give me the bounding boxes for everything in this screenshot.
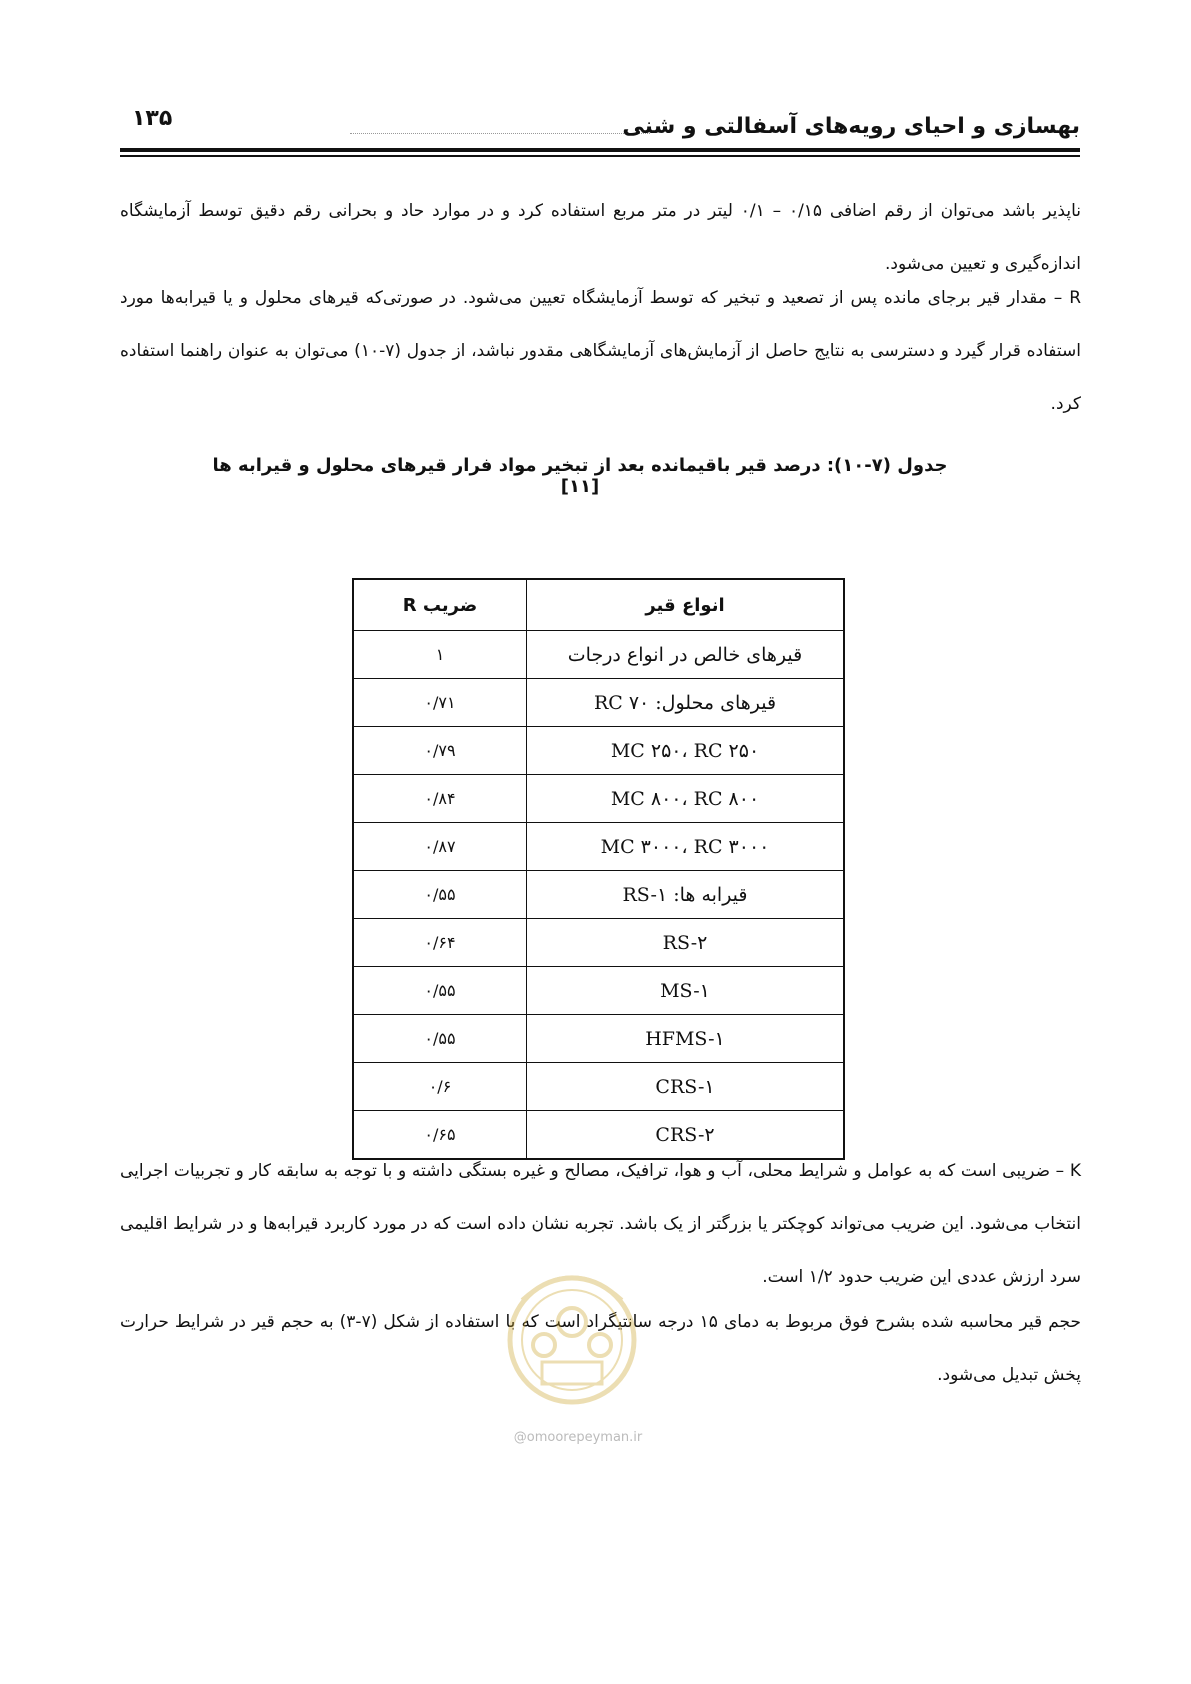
table-header-row (353, 579, 844, 631)
cell-r: ۱ (353, 631, 527, 679)
cell-r: ۰/۵۵ (353, 967, 527, 1015)
bitumen-coefficient-table (352, 578, 845, 1160)
table-row (353, 823, 844, 871)
cell-type: CRS-۱ (527, 1063, 845, 1111)
paragraph-1: ناپذیر باشد می‌توان از رقم اضافی ۰/۱۵ – ۰/۱ لیتر در متر مربع استفاده کرد و در موارد حاد و بحرانی رقم دقیق توسط آزمایشگاه اندازه‌گیری و تعیین می‌شود. (120, 201, 1081, 274)
table-caption: جدول (۷-۱۰): درصد قیر باقیمانده بعد از تبخیر مواد فرار قیرهای محلول و قیرابه ها [۱۱] (212, 455, 948, 497)
cell-r: ۰/۸۴ (353, 775, 527, 823)
cell-r: ۰/۶۵ (353, 1111, 527, 1160)
cell-r: ۰/۶۴ (353, 919, 527, 967)
table-row (353, 919, 844, 967)
table-row (353, 679, 844, 727)
column-header-r: ضریب R (353, 579, 527, 631)
header-rule-thin (120, 155, 1080, 157)
table-row (353, 727, 844, 775)
table-row (353, 775, 844, 823)
watermark-url: @omoorepeyman.ir (513, 1430, 643, 1445)
watermark-seal-icon (502, 1260, 642, 1410)
cell-type: MC ۳۰۰۰، RC ۳۰۰۰ (527, 823, 845, 871)
table-row (353, 1063, 844, 1111)
cell-type: MC ۲۵۰، RC ۲۵۰ (527, 727, 845, 775)
table-row (353, 871, 844, 919)
cell-r: ۰/۶ (353, 1063, 527, 1111)
cell-r: ۰/۵۵ (353, 871, 527, 919)
header-rule-thick (120, 148, 1080, 152)
cell-type: قیرابه ها: RS-۱ (527, 871, 845, 919)
paragraph-r-definition: R – مقدار قیر برجای مانده پس از تصعید و تبخیر که توسط آزمایشگاه تعیین می‌شود. در صورتی‌که قیرهای محلول و یا قیرابه‌ها مورد استفاده قرار گیرد و دسترسی به نتایج حاصل از آزمایش‌های آزمایشگاهی مقدور نباشد، از جدول (۷-۱۰) می‌توان به عنوان راهنما استفاده کرد. (120, 288, 1082, 414)
cell-type: MC ۸۰۰، RC ۸۰۰ (527, 775, 845, 823)
column-header-type: انواع قیر (527, 579, 845, 631)
cell-r: ۰/۷۹ (353, 727, 527, 775)
book-title: بهسازی و احیای رویه‌های آسفالتی و شنی (622, 114, 1080, 139)
paragraph-volume: حجم قیر محاسبه شده بشرح فوق مربوط به دمای ۱۵ درجه سانتیگراد است که با استفاده از شکل (۷-۳) به حجم قیر در شرایط حرارت پخش تبدیل می‌شود. (120, 1312, 1082, 1385)
paragraph-k-definition: K – ضریبی است که به عوامل و شرایط محلی، آب و هوا، ترافیک، مصالح و غیره بستگی داشته و با توجه به سابقه کار و تجربیات اجرایی انتخاب می‌شود. این ضریب می‌تواند کوچکتر یا بزرگتر از یک باشد. تجربه نشان داده است که در مورد کاربرد قیرابه‌ها و در شرایط اقلیمی سرد ارزش عددی این ضریب حدود ۱/۲ است. (120, 1161, 1081, 1287)
table-row (353, 967, 844, 1015)
cell-type: قیرهای محلول: RC ۷۰ (527, 679, 845, 727)
table-row (353, 631, 844, 679)
cell-r: ۰/۵۵ (353, 1015, 527, 1063)
cell-type: RS-۲ (527, 919, 845, 967)
header-dotted-line (350, 133, 650, 134)
cell-type: CRS-۲ (527, 1111, 845, 1160)
cell-r: ۰/۸۷ (353, 823, 527, 871)
cell-r: ۰/۷۱ (353, 679, 527, 727)
cell-type: MS-۱ (527, 967, 845, 1015)
cell-type: HFMS-۱ (527, 1015, 845, 1063)
table-row (353, 1015, 844, 1063)
cell-type: قیرهای خالص در انواع درجات (527, 631, 845, 679)
page-header (120, 100, 1080, 160)
page-number: ۱۳۵ (132, 106, 173, 131)
